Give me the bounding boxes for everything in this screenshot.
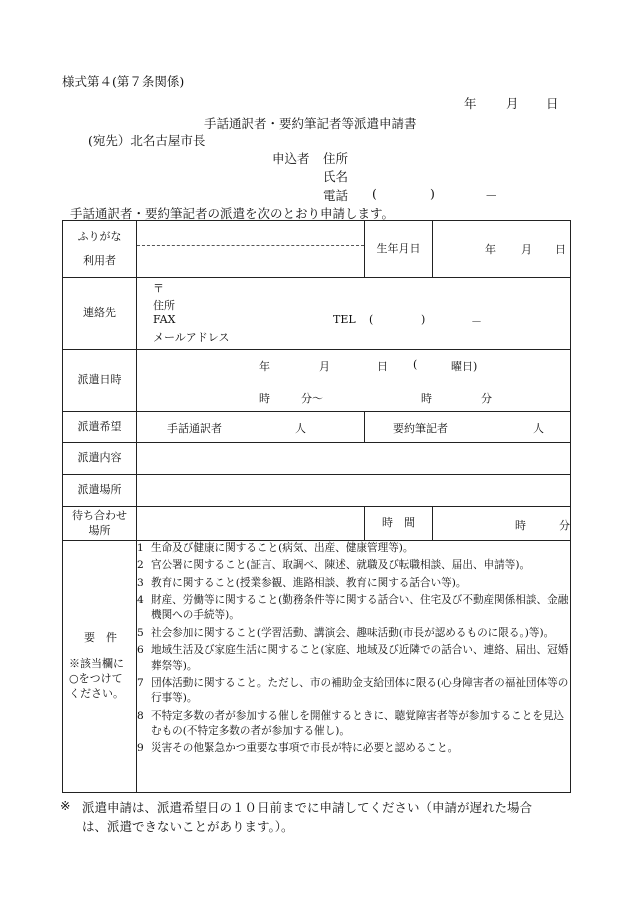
birth-month-label: 月 bbox=[521, 243, 532, 256]
dispatch-request-row bbox=[63, 412, 571, 443]
requirement-item[interactable]: 9 災害その他緊急かつ重要な事項で市長が特に必要と認めること。 bbox=[137, 742, 459, 755]
contact-cell[interactable] bbox=[137, 278, 571, 350]
birth-day-label: 日 bbox=[555, 243, 566, 256]
time-label: 時 間 bbox=[365, 507, 433, 541]
dispatch-place-label: 派遣場所 bbox=[63, 475, 137, 507]
dispatch-place-row bbox=[63, 475, 571, 507]
summary-writer-label: 要約筆記者 bbox=[393, 422, 448, 435]
meeting-place-label-cell bbox=[63, 507, 137, 541]
requirement-item[interactable]: 2 官公署に関すること(証言、取調べ、陳述、就職及び転職相談、届出、申請等)。 bbox=[137, 559, 531, 572]
dt-minute2-label: 分 bbox=[481, 392, 492, 405]
contact-tel-label: TEL bbox=[333, 313, 356, 326]
requirement-item[interactable]: 8 不特定多数の者が参加する催しを開催するときに、聴覚障害者等が参加することを見込むもの(不特定多数の者が参加する催し)。 bbox=[137, 709, 565, 737]
dispatch-place-field[interactable] bbox=[137, 475, 571, 507]
dispatch-content-label: 派遣内容 bbox=[63, 443, 137, 475]
dt-hour1-label: 時 bbox=[259, 392, 270, 405]
dt-hour2-label: 時 bbox=[421, 392, 432, 405]
user-name-cell bbox=[137, 221, 365, 278]
requirement-item[interactable]: 1 生命及び健康に関すること(病気、出産、健康管理等)。 bbox=[137, 542, 414, 554]
dispatch-content-row bbox=[63, 443, 571, 475]
footer-note-line1: 派遣申請は、派遣希望日の１０日前までに申請してください（申請が遅れた場合 bbox=[82, 800, 533, 815]
sign-interpreter-unit: 人 bbox=[295, 422, 306, 435]
requirements-row bbox=[63, 541, 571, 793]
dt-day-label: 日 bbox=[377, 360, 388, 373]
birthdate-label: 生年月日 bbox=[365, 221, 433, 278]
meeting-minute-label: 分 bbox=[559, 519, 570, 532]
tel-paren-open: ( bbox=[369, 313, 374, 326]
applicant-name-label: 氏名 bbox=[323, 169, 349, 184]
requirement-item[interactable]: 5 社会参加に関すること(学習活動、講演会、趣味活動(市長が認めるものに限る。)等)。 bbox=[137, 626, 555, 639]
tel-paren-close: ) bbox=[421, 313, 426, 326]
footer-note-mark: ※ bbox=[60, 798, 71, 813]
requirement-item[interactable]: 6 地域生活及び家庭生活に関すること(家庭、地域及び近隣での話合い、連絡、届出、冠婚葬祭等)。 bbox=[137, 644, 569, 672]
dt-month-label: 月 bbox=[319, 360, 330, 373]
contact-email-label: メールアドレス bbox=[153, 331, 230, 344]
dt-year-label: 年 bbox=[259, 360, 270, 373]
requirements-label-cell bbox=[63, 541, 137, 793]
addressee: (宛先）北名古屋市長 bbox=[88, 133, 206, 148]
document-title: 手話通訳者・要約筆記者等派遣申請書 bbox=[204, 116, 417, 131]
requirements-label: 要 件 bbox=[84, 631, 117, 645]
contact-label: 連絡先 bbox=[63, 278, 137, 350]
requirement-item[interactable]: 7 団体活動に関すること。ただし、市の補助金支給団体に限る(心身障害者の福祉団体等の行事等)。 bbox=[137, 676, 569, 705]
applicant-phone-label: 電話 bbox=[323, 188, 349, 203]
sign-interpreter-label: 手話通訳者 bbox=[167, 422, 222, 435]
date-month-label: 月 bbox=[506, 96, 519, 111]
contact-fax-label: FAX bbox=[153, 313, 176, 326]
application-table bbox=[62, 220, 571, 793]
applicant-address-label: 住所 bbox=[323, 151, 349, 166]
contact-address-label: 住所 bbox=[153, 299, 175, 312]
sign-interpreter-cell[interactable] bbox=[137, 412, 365, 443]
postal-mark: 〒 bbox=[153, 282, 164, 295]
contact-row bbox=[63, 278, 571, 350]
dispatch-request-label: 派遣希望 bbox=[63, 412, 137, 443]
date-day-label: 日 bbox=[546, 96, 559, 111]
tel-dash: － bbox=[471, 315, 482, 328]
intro-text: 手話通訳者・要約筆記者の派遣を次のとおり申請します。 bbox=[70, 206, 395, 221]
meeting-place-row bbox=[63, 507, 571, 541]
user-name-field[interactable] bbox=[137, 246, 364, 277]
applicant-label: 申込者 bbox=[272, 151, 310, 166]
requirements-list bbox=[137, 541, 571, 793]
requirement-item[interactable]: 4 財産、労働等に関すること(勤務条件等に関する話合い、住宅及び不動産関係相談、金融機関への手続等)。 bbox=[137, 594, 569, 622]
meeting-time-cell[interactable] bbox=[433, 507, 571, 541]
dispatch-content-field[interactable] bbox=[137, 443, 571, 475]
meeting-place-label-1: 待ち合わせ bbox=[72, 509, 127, 523]
summary-writer-cell[interactable] bbox=[365, 412, 571, 443]
user-label-cell bbox=[63, 221, 137, 278]
furigana-label: ふりがな bbox=[77, 229, 122, 243]
dt-minute1-label: 分～ bbox=[301, 392, 323, 405]
dispatch-datetime-cell[interactable] bbox=[137, 350, 571, 412]
summary-writer-unit: 人 bbox=[533, 422, 544, 435]
birth-year-label: 年 bbox=[485, 243, 496, 256]
user-row bbox=[63, 221, 571, 278]
meeting-place-label-2: 場所 bbox=[88, 523, 111, 537]
dispatch-datetime-row bbox=[63, 350, 571, 412]
form-number: 様式第４(第７条関係) bbox=[62, 74, 185, 89]
dispatch-datetime-label: 派遣日時 bbox=[63, 350, 137, 412]
meeting-hour-label: 時 bbox=[515, 519, 526, 532]
phone-dash: － bbox=[485, 188, 498, 203]
requirement-item[interactable]: 3 教育に関すること(授業参観、進路相談、教育に関する話合い等)。 bbox=[137, 576, 467, 589]
dt-paren-open: ( bbox=[413, 358, 418, 371]
meeting-place-field[interactable] bbox=[137, 507, 365, 541]
requirements-note: ※該当欄に○をつけてください。 bbox=[69, 657, 124, 701]
footer-note-line2: は、派遣できないことがあります。）。 bbox=[82, 819, 294, 834]
birthdate-cell[interactable] bbox=[433, 221, 571, 278]
date-year-label: 年 bbox=[464, 96, 477, 111]
user-label: 利用者 bbox=[83, 254, 116, 267]
furigana-field[interactable] bbox=[137, 221, 364, 246]
phone-paren-open: ( bbox=[372, 186, 377, 201]
phone-paren-close: ) bbox=[430, 186, 435, 201]
dt-weekday-label: 曜日) bbox=[451, 360, 478, 373]
